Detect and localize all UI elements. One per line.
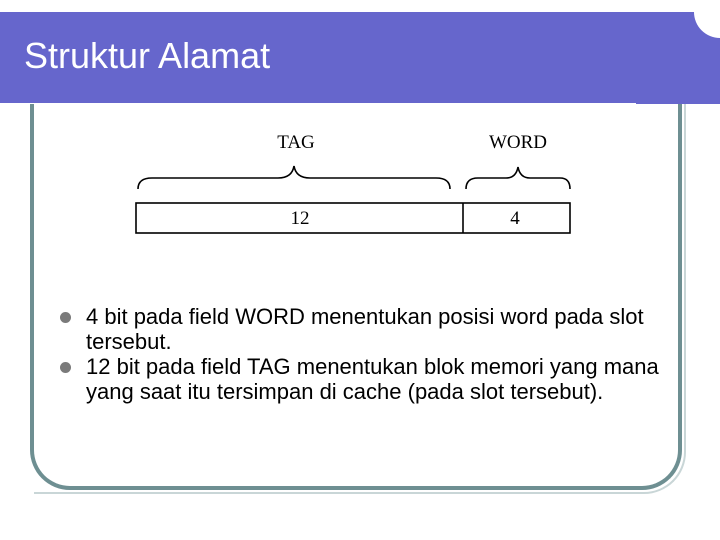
tag-brace: [138, 166, 450, 189]
bullet-text: 4 bit pada field WORD menentukan posisi word pada slot tersebut.: [86, 304, 644, 354]
word-field-value: 4: [510, 208, 520, 229]
bullet-dot-icon: [60, 312, 71, 323]
bullet-list: [60, 304, 680, 404]
title-bar: [0, 12, 720, 104]
bullet-text: 12 bit pada field TAG menentukan blok memori yang mana yang saat itu tersimpan di cache (pada slot tersebut).: [86, 354, 659, 404]
word-label: WORD: [488, 132, 548, 153]
bullet-item: [60, 354, 680, 404]
address-structure-diagram: [128, 124, 578, 240]
word-brace: [466, 167, 570, 189]
tag-label: TAG: [277, 132, 315, 153]
bullet-dot-icon: [60, 362, 71, 373]
bullet-item: [60, 304, 680, 354]
tag-field-value: 12: [290, 208, 310, 229]
page-title: Struktur Alamat: [24, 35, 271, 76]
title-bar-corner: [694, 12, 720, 38]
address-field-box: [136, 203, 570, 233]
